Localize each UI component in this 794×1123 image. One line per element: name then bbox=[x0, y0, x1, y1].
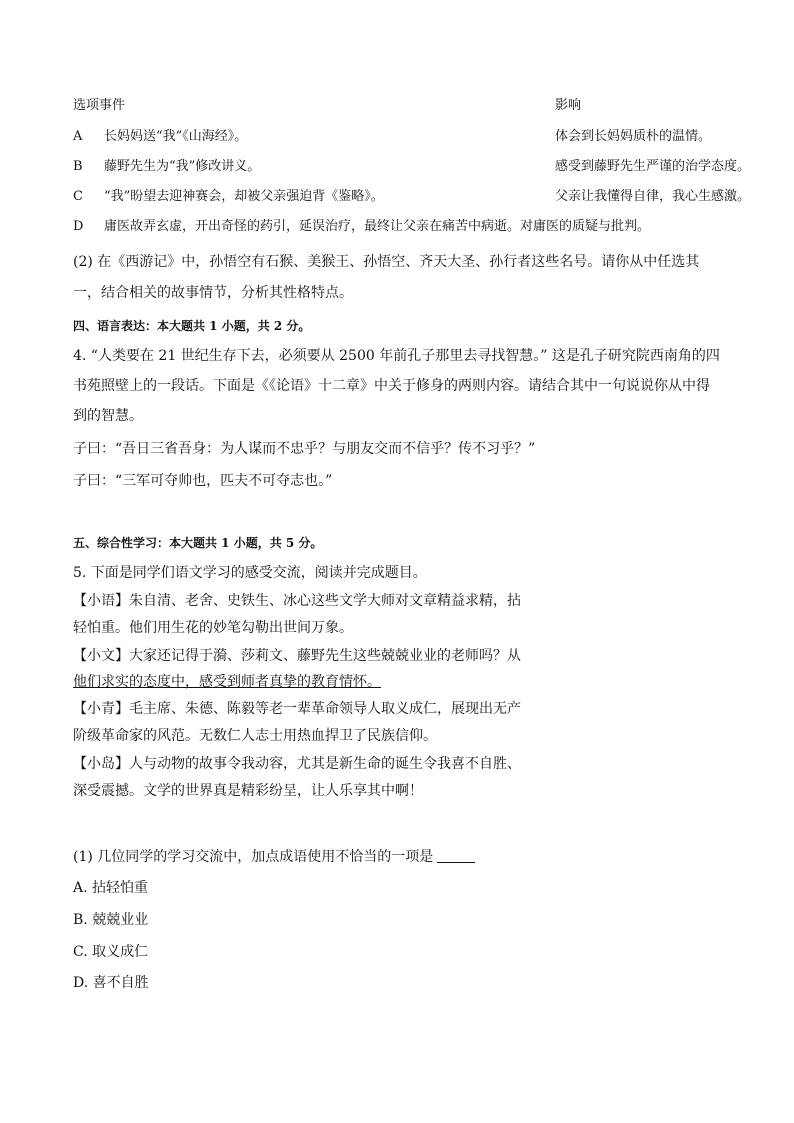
xiaoyu-line1: 【小语】朱自清、老舍、史铁生、冰心这些文学大师对文章精益求精，拈 bbox=[73, 593, 521, 609]
row-c-effect: 父亲让我懂得自律，我心生感激。 bbox=[555, 189, 751, 204]
q2-line2: 一，结合相关的故事情节，分析其性格特点。 bbox=[73, 285, 353, 301]
option-b: B. 兢兢业业 bbox=[73, 912, 149, 928]
q4-quote1: 子曰：“吾日三省吾身：为人谋而不忠乎？与朋友交而不信乎？传不习乎？” bbox=[73, 441, 536, 457]
row-b-letter: B bbox=[73, 159, 83, 174]
section4-heading: 四、语言表达：本大题共 1 小题，共 2 分。 bbox=[73, 319, 311, 333]
q2-line1: (2) 在《西游记》中，孙悟空有石猴、美猴王、孙悟空、齐天大圣、孙行者这些名号。请你从中任选其 bbox=[73, 254, 700, 270]
table-header-effect: 影响 bbox=[555, 98, 582, 113]
row-d-event-effect bbox=[104, 217, 650, 237]
q4-line3: 到的智慧。 bbox=[73, 408, 143, 424]
table-header-event: 选项事件 bbox=[73, 98, 126, 113]
row-a-letter: A bbox=[73, 129, 83, 144]
xiaowen-line2: 他们求实的态度中，感受到师者真挚的教育情怀。 bbox=[73, 674, 381, 690]
xiaowen-line1: 【小文】大家还记得于漪、莎莉文、藤野先生这些兢兢业业的老师吗？从 bbox=[73, 648, 521, 664]
q4-line1: 4. “人类要在 21 世纪生存下去，必须要从 2500 年前孔子那里去寻找智慧。” 这是孔子研究院西南角的四 bbox=[73, 348, 720, 364]
xiaodao-line2: 深受震撼。文学的世界真是精彩纷呈，让人乐享其中啊！ bbox=[73, 783, 423, 799]
option-d: D. 喜不自胜 bbox=[73, 975, 149, 991]
row-a-effect: 体会到长妈妈质朴的温情。 bbox=[555, 129, 712, 144]
xiaoqing-line1: 【小青】毛主席、朱德、陈毅等老一辈革命领导人取义成仁，展现出无产 bbox=[73, 701, 521, 717]
answer-blank[interactable] bbox=[437, 848, 475, 863]
row-c-letter: C bbox=[73, 189, 83, 204]
option-a: A. 拈轻怕重 bbox=[73, 880, 149, 896]
row-b-effect: 感受到藤野先生严谨的治学态度。 bbox=[555, 159, 751, 174]
xiaoqing-line2: 阶级革命家的风范。无数仁人志士用热血捍卫了民族信仰。 bbox=[73, 728, 437, 744]
row-d-letter: D bbox=[73, 219, 84, 234]
row-c-event: “我”盼望去迎神赛会，却被父亲强迫背《鉴略》。 bbox=[104, 189, 384, 204]
q5-1-stem bbox=[73, 847, 475, 867]
option-c: C. 取义成仁 bbox=[73, 944, 149, 960]
xiaodao-line1: 【小岛】人与动物的故事令我动容，尤其是新生命的诞生令我喜不自胜、 bbox=[73, 756, 521, 772]
row-a-event: 长妈妈送“我”《山海经》。 bbox=[104, 129, 248, 144]
row-d-effect: 对庸医的质疑与批判。 bbox=[520, 219, 651, 234]
q4-line2: 书苑照壁上的一段话。下面是《《论语》十二章》中关于修身的两则内容。请结合其中一句说说你从中得 bbox=[73, 378, 710, 394]
section5-heading: 五、综合性学习：本大题共 1 小题，共 5 分。 bbox=[73, 536, 323, 550]
q4-quote2: 子曰：“三军可夺帅也，匹夫不可夺志也。” bbox=[73, 473, 333, 489]
q5-intro: 5. 下面是同学们语文学习的感受交流，阅读并完成题目。 bbox=[73, 565, 427, 581]
row-b-event: 藤野先生为“我”修改讲义。 bbox=[104, 159, 261, 174]
q5-1-text: (1) 几位同学的学习交流中，加点成语使用不恰当的一项是 bbox=[73, 849, 434, 865]
xiaoyu-line2: 轻怕重。他们用生花的妙笔勾勒出世间万象。 bbox=[73, 620, 353, 636]
row-d-event: 庸医故弄玄虚，开出奇怪的药引，延误治疗，最终让父亲在痛苦中病逝。 bbox=[104, 219, 521, 234]
